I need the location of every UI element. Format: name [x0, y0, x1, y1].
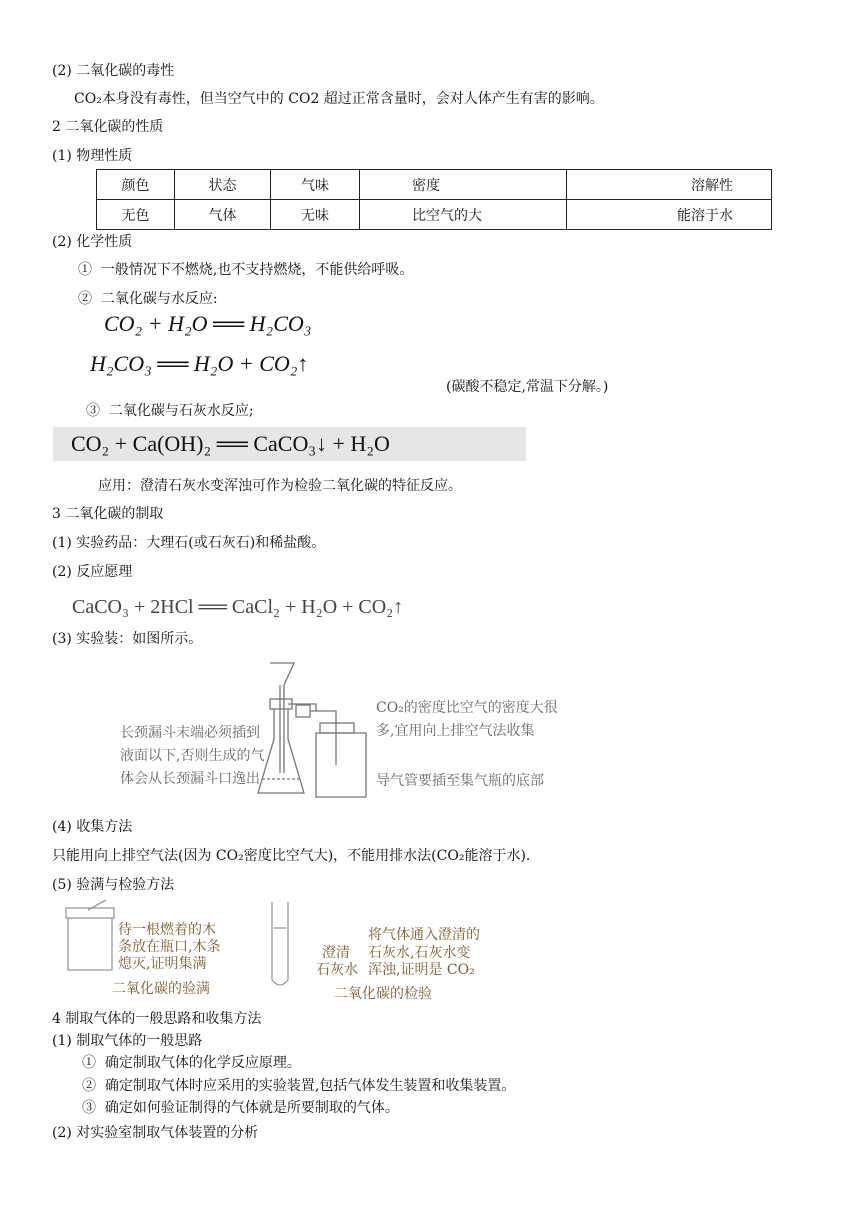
- equation-limewater-box: [53, 427, 526, 461]
- circled-one-icon: ①: [78, 262, 92, 278]
- table-cell: 无味: [271, 200, 360, 230]
- carbonic-note: (碳酸不稳定,常温下分解。): [446, 379, 609, 395]
- toxicity-heading: (2) 二氧化碳的毒性: [52, 63, 175, 79]
- table-row: [97, 170, 772, 200]
- device-analysis-heading: (2) 对实验室制取气体装置的分析: [52, 1125, 259, 1141]
- fig-left-line-2: 液面以下,否则生成的气: [120, 748, 265, 764]
- approach-item-2: ② 确定制取气体时应采用的实验装置,包括气体发生装置和收集装置。: [82, 1078, 516, 1094]
- check-heading: (5) 验满与检验方法: [52, 877, 175, 893]
- equation-co2-water: CO₂ + H₂O ══ H₂CO₃: [104, 311, 312, 336]
- table-cell: 无色: [97, 200, 175, 230]
- principle-heading: (2) 反应愿理: [52, 564, 133, 580]
- apparatus-heading: (3) 实验装：如图所示。: [52, 631, 203, 647]
- chemical-item-2: ② 二氧化碳与水反应:: [78, 291, 218, 307]
- section-2-heading: 2 二氧化碳的性质: [52, 119, 164, 135]
- toxicity-text: CO₂本身没有毒性，但当空气中的 CO2 超过正常含量时，会对人体产生有害的影响。: [74, 91, 604, 107]
- fig2-left-caption: 二氧化碳的验满: [112, 981, 210, 997]
- physical-heading: (1) 物理性质: [52, 148, 133, 164]
- table-cell: 能溶于水: [567, 200, 772, 230]
- reagents-line: (1) 实验药品：大理石(或石灰石)和稀盐酸。: [52, 535, 326, 551]
- fig2-left-line-3: 熄灭,证明集满: [118, 956, 207, 972]
- section-3-heading: 3 二氧化碳的制取: [52, 506, 164, 522]
- fig-right-bottom-line: 导气管要插至集气瓶的底部: [376, 773, 544, 789]
- fig-right-top-line-1: CO₂的密度比空气的密度大很: [376, 700, 558, 716]
- chemical-item-1: ① 一般情况下不燃烧,也不支持燃烧，不能供给呼吸。: [78, 262, 414, 278]
- approach-item-3: ③ 确定如何验证制得的气体就是所要制取的气体。: [82, 1100, 399, 1116]
- table-header-cell: 密度: [360, 170, 567, 200]
- fig-left-line-3: 体会从长颈漏斗口逸出: [120, 771, 260, 787]
- fig-left-line-1: 长颈漏斗末端必须插到: [120, 725, 260, 741]
- table-header-cell: 气味: [271, 170, 360, 200]
- fig2-right-line-1: 将气体通入澄清的: [368, 927, 480, 943]
- circled-two-icon: ②: [78, 291, 92, 307]
- circled-one-icon: ①: [82, 1055, 96, 1071]
- equation-carbonic-decompose: H₂CO₃ ══ H₂O + CO₂↑: [90, 351, 309, 376]
- table-header-cell: 溶解性: [567, 170, 772, 200]
- fig2-mid-line-1: 澄清: [322, 945, 350, 961]
- table-row: [97, 200, 772, 230]
- approach-item-1: ① 确定制取气体的化学反应原理。: [82, 1055, 301, 1071]
- limewater-application: 应用：澄清石灰水变浑浊可作为检验二氧化碳的特征反应。: [98, 478, 462, 494]
- section-4-heading: 4 制取气体的一般思路和收集方法: [52, 1011, 262, 1027]
- circled-three-icon: ③: [82, 1100, 96, 1116]
- fig2-right-caption: 二氧化碳的检验: [334, 986, 432, 1002]
- fig2-mid-line-2: 石灰水: [316, 962, 358, 978]
- table-header-cell: 颜色: [97, 170, 175, 200]
- chemical-heading: (2) 化学性质: [52, 234, 133, 250]
- equation-caco3-hcl: CaCO₃ + 2HCl ══ CaCl₂ + H₂O + CO₂↑: [72, 596, 404, 618]
- table-header-cell: 状态: [175, 170, 271, 200]
- equation-limewater: CO₂ + Ca(OH)₂ ══ CaCO₃↓ + H₂O: [71, 431, 390, 456]
- table-cell: 比空气的大: [360, 200, 567, 230]
- fig2-right-line-2: 石灰水,石灰水变: [368, 945, 471, 961]
- collect-heading: (4) 收集方法: [52, 819, 133, 835]
- fig2-left-line-2: 条放在瓶口,木条: [118, 939, 221, 955]
- fig2-right-line-3: 浑浊,证明是 CO₂: [368, 962, 475, 978]
- collect-text: 只能用向上排空气法(因为 CO₂密度比空气大)，不能用排水法(CO₂能溶于水).: [52, 848, 531, 864]
- fig-right-top-line-2: 多,宜用向上排空气法收集: [376, 723, 535, 739]
- chemical-item-3: ③ 二氧化碳与石灰水反应;: [86, 403, 254, 419]
- circled-three-icon: ③: [86, 403, 100, 419]
- circled-two-icon: ②: [82, 1078, 96, 1094]
- physical-properties-table: [96, 169, 772, 230]
- fig2-left-line-1: 待一根燃着的木: [118, 922, 216, 938]
- general-approach-heading: (1) 制取气体的一般思路: [52, 1033, 203, 1049]
- table-cell: 气体: [175, 200, 271, 230]
